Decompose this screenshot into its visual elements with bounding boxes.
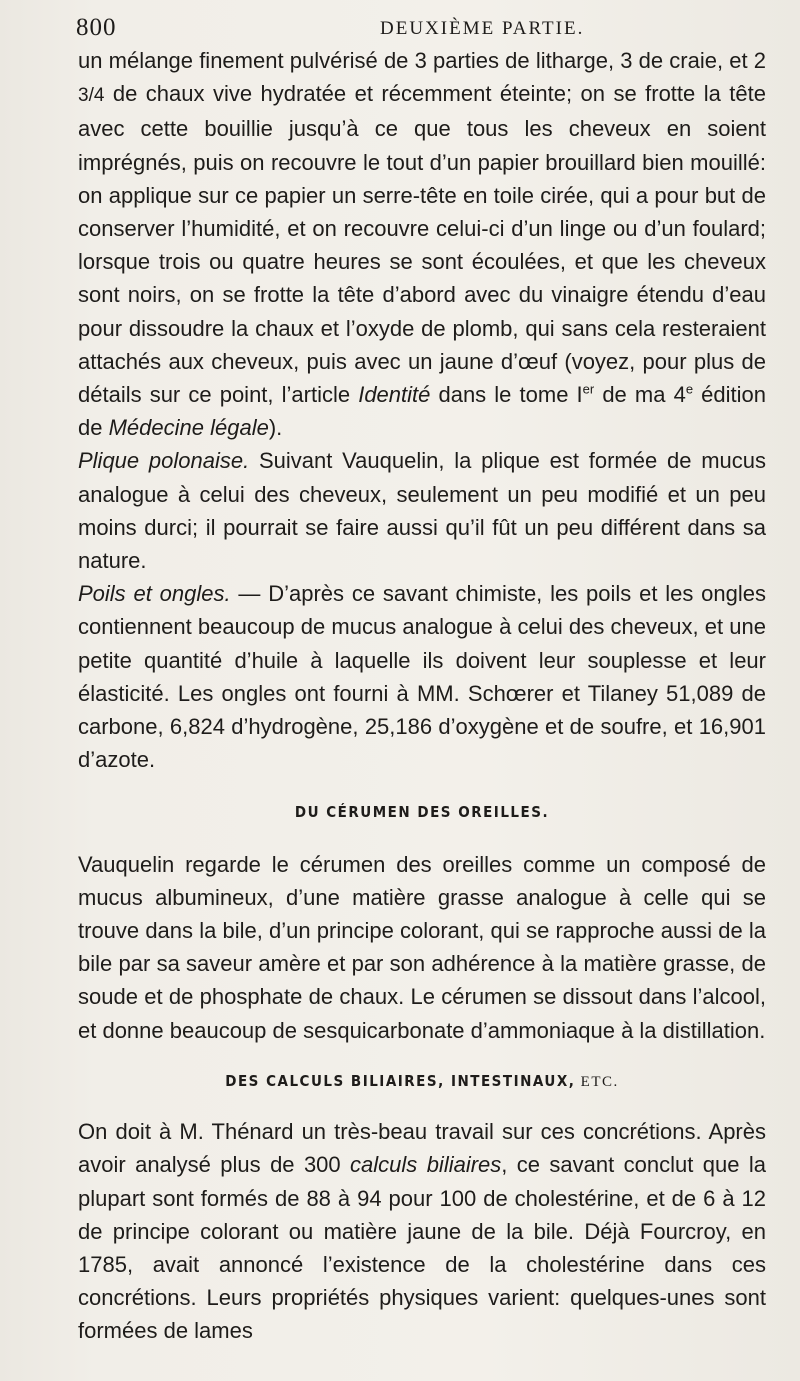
fraction: 3/4 — [78, 85, 105, 107]
running-header — [76, 14, 740, 44]
body-text — [78, 44, 766, 1348]
italic-reference: Médecine légale — [108, 415, 269, 441]
paragraph-hair-dye — [78, 44, 766, 444]
text-run: un mélange finement pulvérisé de 3 parties de litharge, 3 de craie, et 2 — [78, 48, 766, 73]
text-run: , ce savant conclut que la plupart sont formés de 88 à 94 pour 100 de cholestérine, et de 6 à 12 de principe colorant ou matière jaune de la bile. Déjà Fourcroy, en 1785, avait annoncé l’existence de la cholestérine dans ces concrétions. Leurs propriétés physiques varient: quelques-unes sont formées de lames — [78, 1152, 766, 1344]
italic-reference: Identité — [358, 382, 431, 408]
page-number: 800 — [76, 14, 117, 41]
text-run: On doit à M. Thénard un très-beau travail sur ces concrétions. Après avoir analysé plus de 300 — [78, 1119, 766, 1178]
italic-term: calculs biliaires — [350, 1152, 502, 1178]
text-run: édition de — [78, 382, 766, 441]
paragraph-title: Plique polonaise. — [78, 448, 250, 474]
section-heading-calculs — [78, 1065, 766, 1099]
text-run: ). — [268, 415, 283, 441]
superscript: e — [685, 381, 694, 397]
running-title: DEUXIÈME PARTIE. — [380, 18, 585, 39]
text-run: Suivant Vauquelin, la plique est formée de mucus analogue à celui des cheveux, seulement un peu modifié et un peu moins durci; il pourrait se faire aussi qu’il fût un peu différent dans sa nature. — [78, 448, 767, 574]
superscript: er — [582, 381, 595, 397]
text-run: de ma 4 — [594, 382, 686, 408]
section-heading-cerumen: DU CÉRUMEN DES OREILLES. — [294, 803, 550, 822]
text-run: dans le tome I — [430, 382, 583, 408]
text-run: de chaux vive hydratée et récemment éteinte; on se frotte la tête avec cette bouillie jusqu’à ce que tous les cheveux en soient imprégnés, puis on recouvre le tout d’un papier brouillard bien mouillé: on applique sur ce papier un serre-tête en toile cirée, qui a pour but de conserver l’humidité, et on recouvre celui-ci d’un linge ou d’un foulard; lorsque trois ou quatre heures se sont écoulées, et que les cheveux sont noirs, on se frotte la tête d’abord avec du vinaigre étendu d’eau pour dissoudre la chaux et l’oxyde de plomb, qui sans cela resteraient attachés aux cheveux, puis avec un jaune d’œuf (voyez, pour plus de détails sur ce point, l’article — [78, 81, 766, 408]
paragraph-title: Poils et ongles. — [78, 581, 231, 607]
paragraph-poils-ongles — [78, 577, 766, 776]
paragraph-cerumen: Vauquelin regarde le cérumen des oreilles comme un composé de mucus albumineux, d’une matière grasse analogue à celle qui se trouve dans la bile, d’un principe colorant, qui se rapproche aussi de la bile par sa saveur amère et par son adhérence à la matière grasse, de soude et de phosphate de chaux. Le cérumen se dissout dans l’alcool, et donne beaucoup de sesquicarbonate d’ammoniaque à la distillation. — [78, 851, 766, 1043]
heading-etc: ETC. — [575, 1073, 619, 1090]
paragraph-calculs — [78, 1115, 766, 1347]
heading-text: DES CALCULS BILIAIRES, INTESTINAUX, — [225, 1071, 576, 1090]
paragraph-plique — [78, 444, 766, 577]
text-run: — D’après ce savant chimiste, les poils et les ongles contiennent beaucoup de mucus analogue à celui des cheveux, et une petite quantité d’huile à laquelle ils doivent leur souplesse et leur élasticité. Les ongles ont fourni à MM. Schœrer et Tilaney 51,089 de carbone, 6,824 d’hydrogène, 25,186 d’oxygène et de soufre, et 16,901 d’azote. — [78, 581, 766, 773]
